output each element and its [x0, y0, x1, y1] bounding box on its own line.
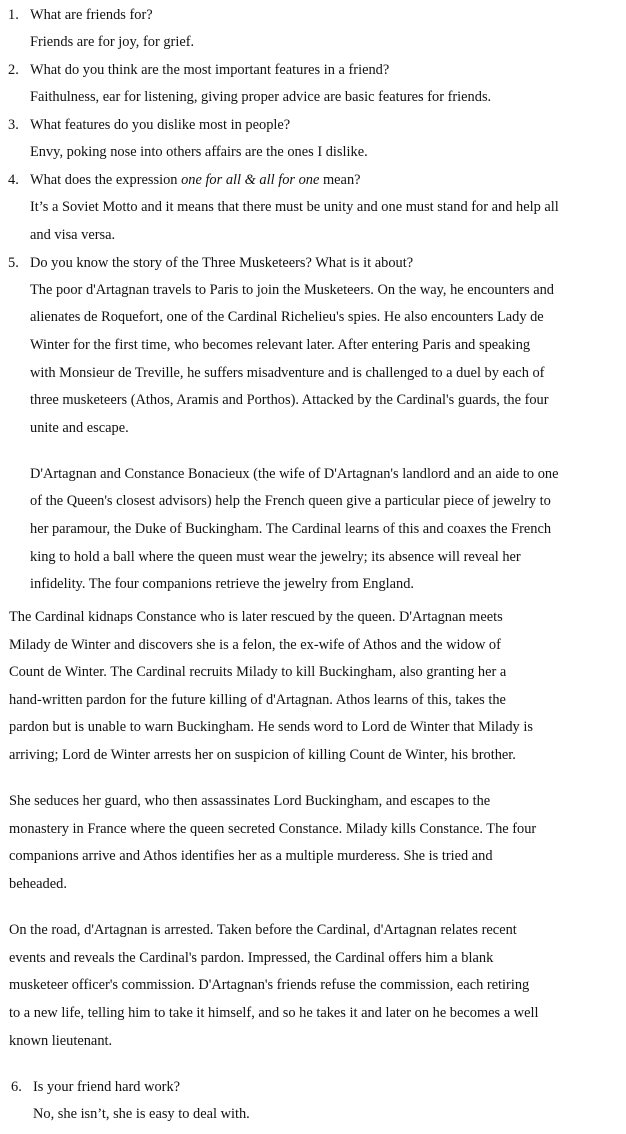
paragraph-line: known lieutenant. — [9, 1033, 113, 1049]
paragraph-line: to a new life, telling him to take it himself, and so he takes it and later on he becomes a well — [9, 1005, 539, 1021]
paragraph-line: musketeer officer's commission. D'Artagnan's friends refuse the commission, each retiring — [9, 977, 530, 993]
paragraph-line: arriving; Lord de Winter arrests her on suspicion of killing Count de Winter, his brother. — [9, 747, 516, 763]
paragraph-line: Count de Winter. The Cardinal recruits Milady to kill Buckingham, also granting her a — [9, 664, 507, 680]
item-number: 2. — [8, 62, 19, 78]
question-text — [30, 171, 361, 189]
answer-line: Faithulness, ear for listening, giving proper advice are basic features for friends. — [30, 89, 492, 105]
question-text: Is your friend hard work? — [33, 1079, 181, 1095]
answer-line: her paramour, the Duke of Buckingham. The Cardinal learns of this and coaxes the French — [30, 521, 552, 537]
answer-line: unite and escape. — [30, 420, 129, 436]
question-text-italic: one for all & all for one — [181, 172, 320, 188]
paragraph-line: Milady de Winter and discovers she is a felon, the ex-wife of Athos and the widow of — [9, 637, 501, 653]
answer-line: king to hold a ball where the queen must wear the jewelry; its absence will reveal her — [30, 549, 521, 565]
answer-line: No, she isn’t, she is easy to deal with. — [33, 1106, 250, 1122]
answer-line: of the Queen's closest advisors) help the French queen give a particular piece of jewelry to — [30, 493, 551, 509]
answer-line: and visa versa. — [30, 227, 116, 243]
paragraph-line: pardon but is unable to warn Buckingham. He sends word to Lord de Winter that Milady is — [9, 719, 533, 735]
paragraph-line: companions arrive and Athos identifies her as a multiple murderess. She is tried and — [9, 848, 493, 864]
answer-line: The poor d'Artagnan travels to Paris to join the Musketeers. On the way, he encounters and — [30, 282, 554, 298]
paragraph-line: beheaded. — [9, 876, 67, 892]
paragraph-line: On the road, d'Artagnan is arrested. Taken before the Cardinal, d'Artagnan relates recent — [9, 922, 517, 938]
question-text: What are friends for? — [30, 7, 153, 23]
item-number: 5. — [8, 255, 19, 271]
question-text-before: What does the expression — [30, 172, 182, 188]
paragraph-line: events and reveals the Cardinal's pardon. Impressed, the Cardinal offers him a blank — [9, 950, 494, 966]
answer-line: Envy, poking nose into others affairs are the ones I dislike. — [30, 144, 368, 160]
answer-line: It’s a Soviet Motto and it means that there must be unity and one must stand for and help all — [30, 199, 559, 215]
answer-line: three musketeers (Athos, Aramis and Porthos). Attacked by the Cardinal's guards, the four — [30, 392, 549, 408]
answer-line: Winter for the first time, who becomes relevant later. After entering Paris and speaking — [30, 337, 531, 353]
answer-line: alienates de Roquefort, one of the Cardinal Richelieu's spies. He also encounters Lady de — [30, 309, 544, 325]
answer-line: with Monsieur de Treville, he suffers misadventure and is challenged to a duel by each of — [30, 365, 545, 381]
answer-line: Friends are for joy, for grief. — [30, 34, 195, 50]
item-number: 4. — [8, 172, 19, 188]
answer-line: D'Artagnan and Constance Bonacieux (the wife of D'Artagnan's landlord and an aide to one — [30, 466, 559, 482]
paragraph-line: monastery in France where the queen secreted Constance. Milady kills Constance. The four — [9, 821, 537, 837]
item-number: 6. — [11, 1079, 22, 1095]
paragraph-line: She seduces her guard, who then assassinates Lord Buckingham, and escapes to the — [9, 793, 491, 809]
question-text: What features do you dislike most in people? — [30, 117, 291, 133]
question-text: Do you know the story of the Three Musketeers? What is it about? — [30, 255, 414, 271]
paragraph-line: The Cardinal kidnaps Constance who is later rescued by the queen. D'Artagnan meets — [9, 609, 503, 625]
question-text: What do you think are the most important features in a friend? — [30, 62, 390, 78]
item-number: 3. — [8, 117, 19, 133]
question-text-after: mean? — [319, 172, 361, 188]
item-number: 1. — [8, 7, 19, 23]
paragraph-line: hand-written pardon for the future killing of d'Artagnan. Athos learns of this, takes the — [9, 692, 506, 708]
answer-line: infidelity. The four companions retrieve the jewelry from England. — [30, 576, 415, 592]
